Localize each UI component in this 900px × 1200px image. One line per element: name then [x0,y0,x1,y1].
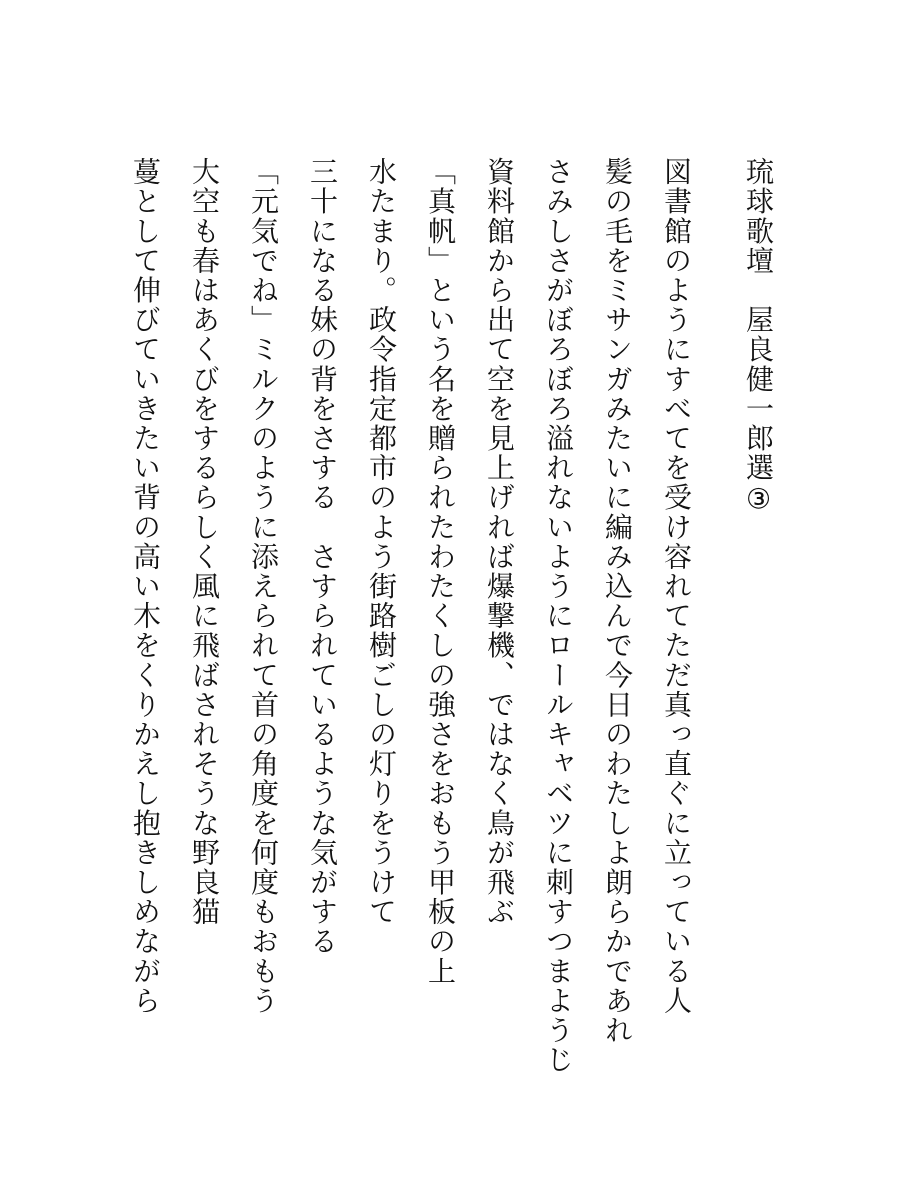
poem-10: 蔓として伸びていきたい背の高い木をくりかえし抱きしめながら [129,157,162,1016]
poem-3: さみしさがぼろぼろ溢れないようにロールキャベツに刺すつまようじ [542,157,575,1075]
poem-5: 「真帆」という名を贈られたわたくしの強さをおもう甲板の上 [424,157,457,986]
poem-8: 「元気でね」ミルクのように添えられて首の角度を何度もおもう [247,157,280,1016]
poem-6: 水たまり。政令指定都市のよう街路樹ごしの灯りをうけて [365,157,398,927]
poem-7: 三十になる妹の背をさする さすられているような気がする [306,157,339,957]
poem-9: 大空も春はあくびをするらしく風に飛ばされそうな野良猫 [188,157,221,927]
poem-4: 資料館から出て空を見上げれば爆撃機、ではなく鳥が飛ぶ [483,157,516,927]
column-title: 琉球歌壇 屋良健一郎選③ [742,157,775,518]
poem-1: 図書館のようにすべてを受け容れてただ真っ直ぐに立っている人 [660,157,693,1016]
poem-2: 髪の毛をミサンガみたいに編み込んで今日のわたしよ朗らかであれ [601,157,634,1045]
